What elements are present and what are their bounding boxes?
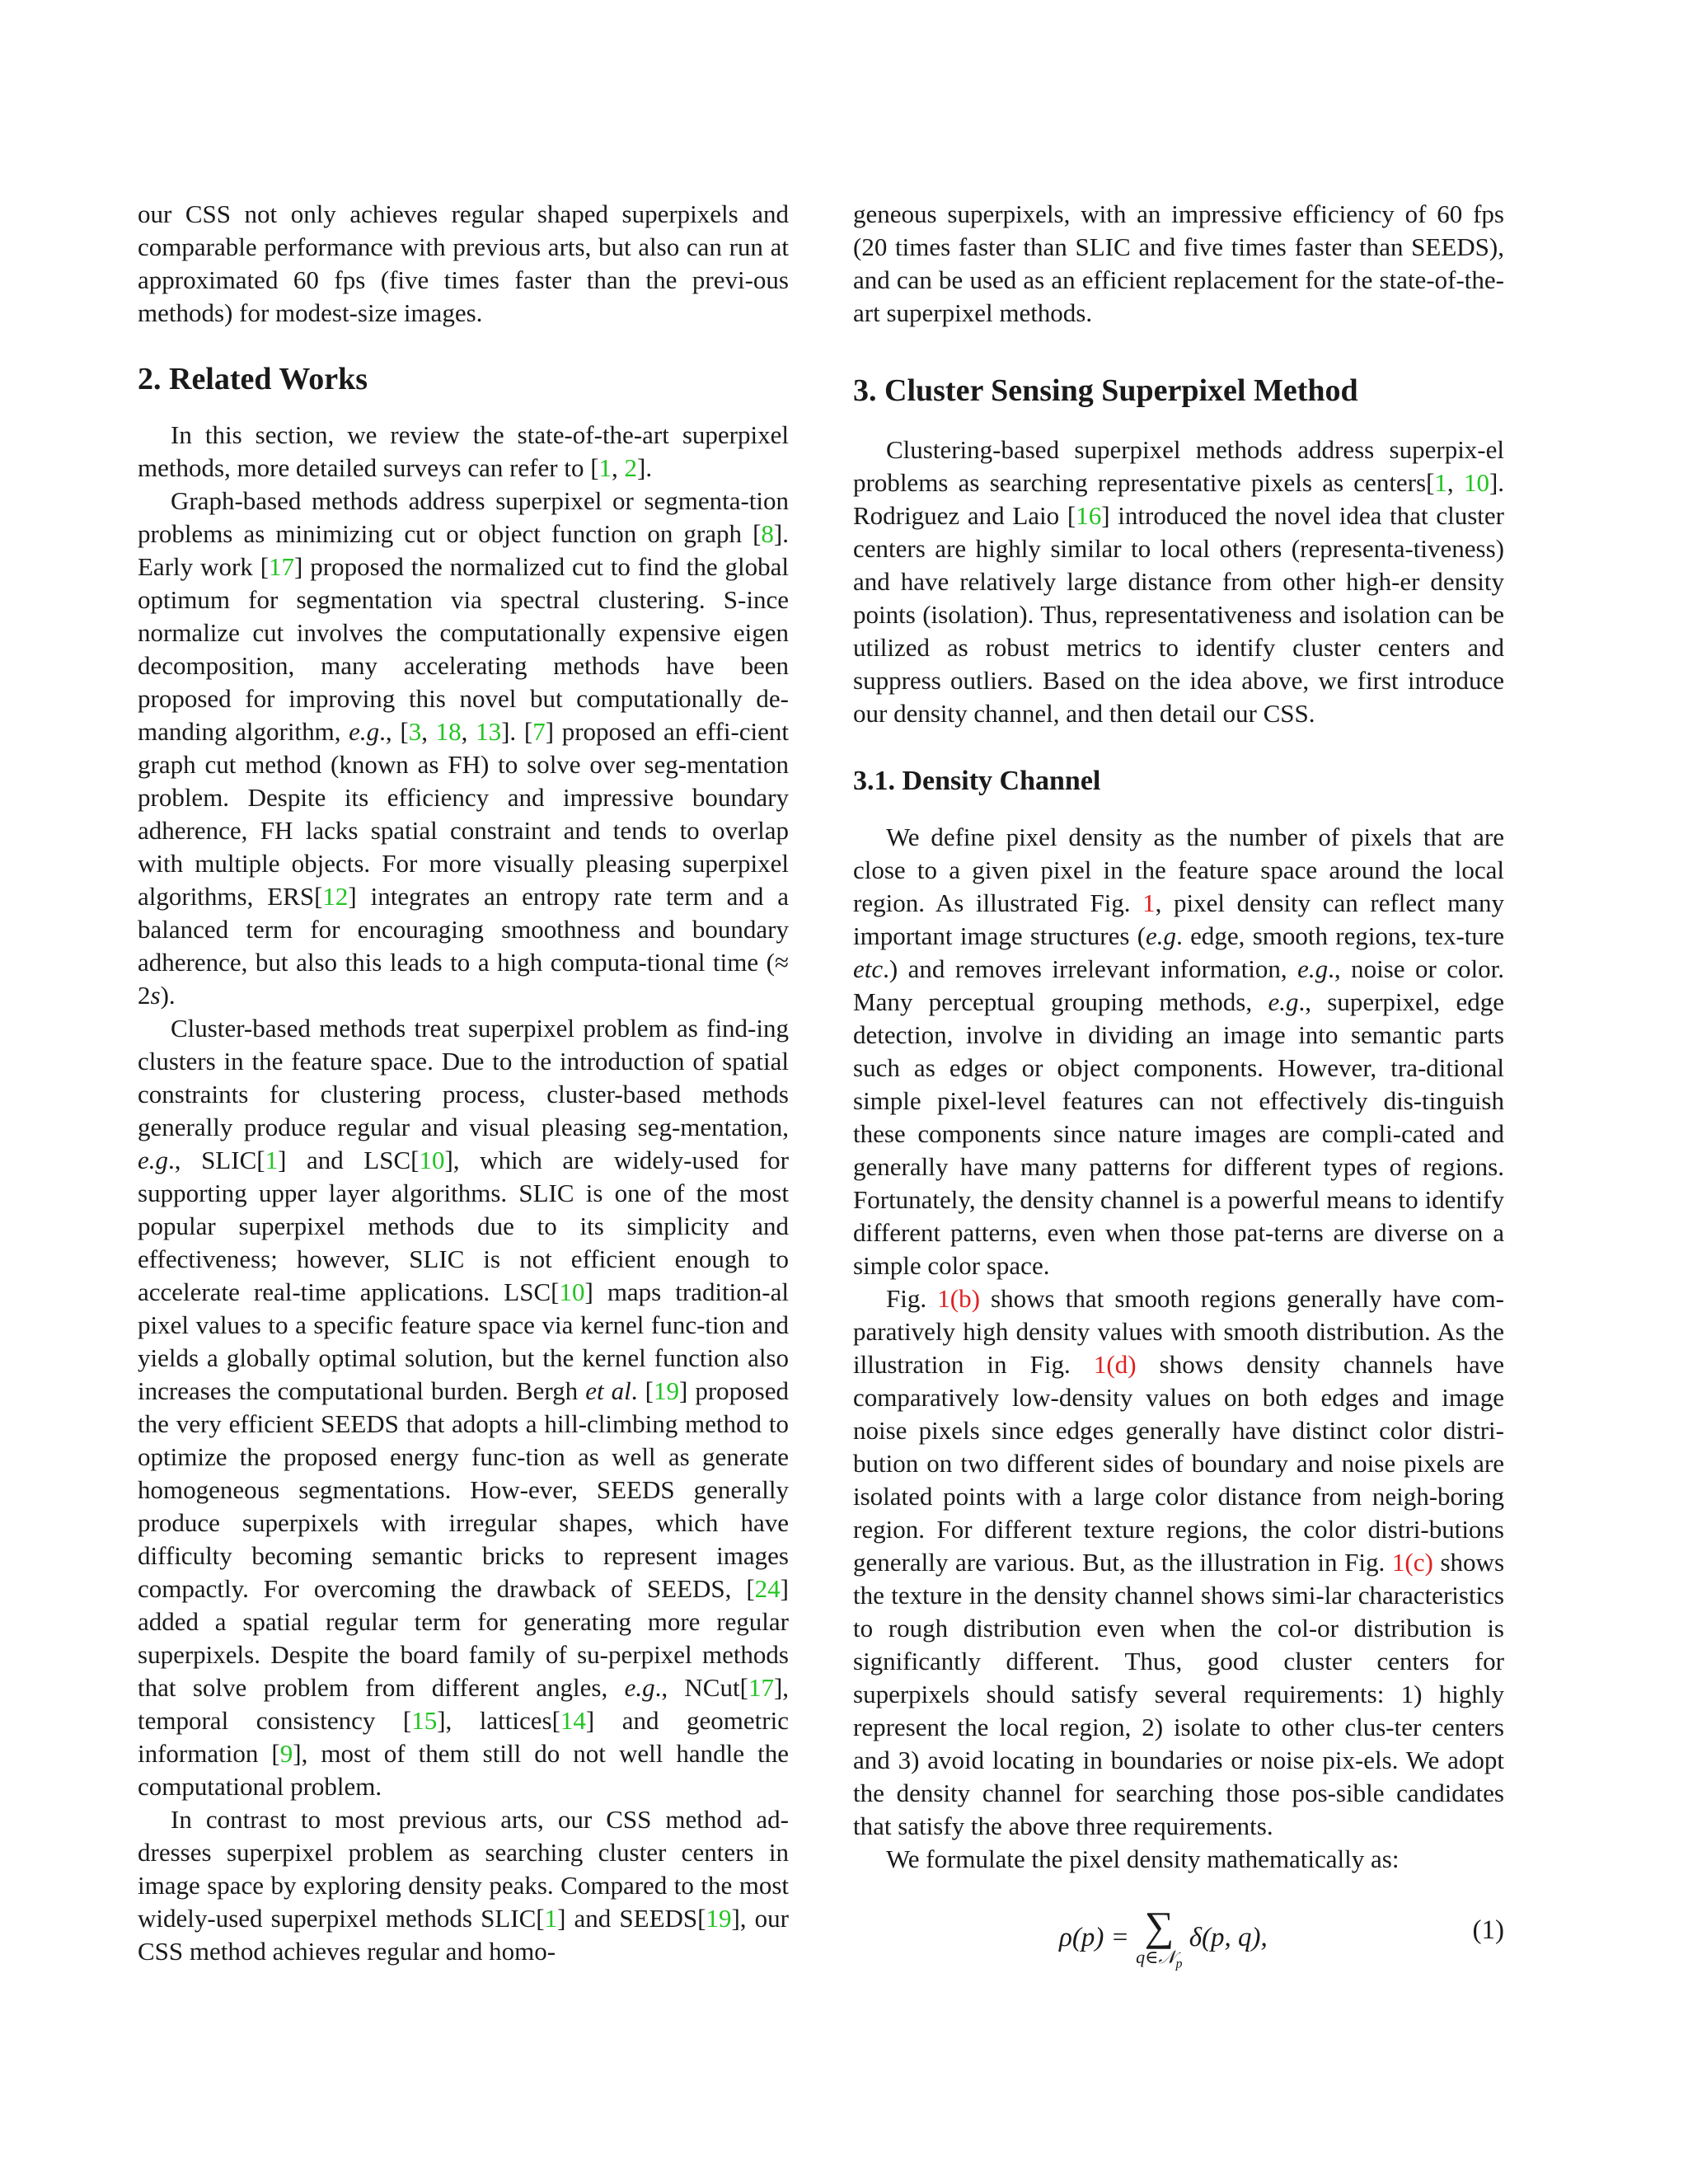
left-column [138, 198, 789, 1968]
citation-link[interactable]: 3 [408, 717, 422, 746]
density-paragraph-2: Fig. 1(b) shows that smooth regions generally have com-paratively high density values with smooth distribution. As the illustration in Fig. 1(d) shows density channels have comparatively low-density values on both edges and image noise pixels since edges generally have distinct color distri-bution on two different sides of boundary and noise pixels are isolated points with a large color distance from neigh-boring region. For different texture regions, the color distri-butions generally are various. But, as the illustration in Fig. 1(c) shows the texture in the density channel shows simi-lar characteristics to rough distribution even when the col-or distribution is significantly different. Thus, good cluster centers for superpixels should satisfy several requirements: 1) highly represent the local region, 2) isolate to other clus-ter centers and 3) avoid locating in boundaries or noise pix-els. We adopt the density channel for searching those pos-sible candidates that satisfy the above three requirements. [853, 1284, 1505, 1840]
citation-link[interactable]: 18 [435, 717, 462, 746]
figure-ref-link[interactable]: 1(b) [937, 1284, 980, 1313]
equation-rhs: δ(p, q), [1189, 1922, 1268, 1952]
italic-text: etc [853, 954, 884, 983]
citation-link[interactable]: 13 [476, 717, 502, 746]
citation-link[interactable]: 14 [560, 1706, 586, 1735]
density-paragraph-3: We formulate the pixel density mathematically as: [886, 1844, 1400, 1873]
section-2-title: 2. Related Works [138, 362, 368, 396]
related-works-paragraph-1: In this section, we review the state-of-the-art superpixel methods, more detailed surveys can refer to [1, 2]. [138, 420, 789, 482]
italic-text: et al [585, 1376, 631, 1405]
citation-link[interactable]: 8 [761, 519, 774, 548]
italic-text: e.g [1297, 954, 1329, 983]
summation-index-p: p [1175, 1957, 1183, 1971]
citation-link[interactable]: 7 [532, 717, 546, 746]
summation-subscript [1136, 1948, 1182, 1973]
density-paragraph-1: We define pixel density as the number of pixels that are close to a given pixel in the feature space around the local region. As illustrated Fig. 1, pixel density can reflect many important image structures (e.g. edge, smooth regions, tex-ture etc.) and removes irrelevant information, e.g., noise or color. Many perceptual grouping methods, e.g., superpixel, edge detection, involve in dividing an image into semantic parts such as edges or object components. However, tra-ditional simple pixel-level features can not effectively dis-tinguish these components since nature images are compli-cated and generally have many patterns for different types of regions. Fortunately, the density channel is a powerful means to identify different patterns, even when those pat-terns are diverse on a simple color space. [853, 823, 1504, 1280]
summation-symbol: ∑ [1144, 1903, 1175, 1949]
citation-link[interactable]: 1 [265, 1146, 279, 1174]
citation-link[interactable]: 1 [544, 1904, 558, 1933]
figure-ref-link[interactable]: 1(c) [1391, 1548, 1433, 1577]
italic-text: e.g [624, 1673, 655, 1702]
citation-link[interactable]: 10 [419, 1146, 445, 1174]
citation-link[interactable]: 19 [706, 1904, 732, 1933]
equation-body [1059, 1905, 1268, 1973]
citation-link[interactable]: 12 [322, 882, 349, 911]
right-column [853, 198, 1504, 1980]
method-paragraph-1: Clustering-based superpixel methods address superpix-el problems as searching representative pixels as centers[1, 10]. Rodriguez and Laio [16] introduced the novel idea that cluster centers are highly similar to local others (representa-tiveness) and have relatively large distance from other high-er density points (isolation). Thus, representativeness and isolation can be utilized as robust metrics to identify cluster centers and suppress outliers. Based on the idea above, we first introduce our density channel, and then detail our CSS. [853, 435, 1505, 728]
section-3-title: 3. Cluster Sensing Superpixel Method [853, 373, 1358, 408]
equation-lhs: ρ(p) = [1059, 1922, 1137, 1952]
italic-text: e.g [1268, 987, 1299, 1016]
citation-link[interactable]: 2 [624, 453, 638, 482]
italic-text: s [150, 981, 161, 1010]
citation-link[interactable]: 9 [279, 1739, 293, 1768]
citation-link[interactable]: 1 [1434, 468, 1447, 497]
italic-text: e.g [138, 1146, 169, 1174]
summation [1136, 1905, 1182, 1973]
figure-ref-link[interactable]: 1(d) [1093, 1350, 1137, 1379]
citation-link[interactable]: 10 [559, 1277, 585, 1306]
related-works-paragraph-2: Graph-based methods address superpixel or segmenta-tion problems as minimizing cut or object function on graph [8]. Early work [17] proposed the normalized cut to find the global optimum for segmentation via spectral clustering. S-ince normalize cut involves the computationally expensive eigen decomposition, many accelerating methods have been proposed for improving this novel but computationally de-manding algorithm, e.g., [3, 18, 13]. [7] proposed an effi-cient graph cut method (known as FH) to solve over seg-mentation problem. Despite its efficiency and impressive boundary adherence, FH lacks spatial constraint and tends to overlap with multiple objects. For more visually pleasing superpixel algorithms, ERS[12] integrates an entropy rate term and a balanced term for encouraging smoothness and boundary adherence, but also this leads to a high computa-tional time (≈ 2s). [138, 486, 790, 1010]
citation-link[interactable]: 17 [269, 552, 295, 581]
subsection-3-1-title: 3.1. Density Channel [853, 766, 1101, 796]
italic-text: e.g [349, 717, 380, 746]
equation-1 [853, 1897, 1504, 1980]
related-works-paragraph-3: Cluster-based methods treat superpixel problem as find-ing clusters in the feature space. Due to the introduction of spatial constraints for clustering process, cluster-based methods generally produce regular and visual pleasing seg-mentation, e.g., SLIC[1] and LSC[10], which are widely-used for supporting upper layer algorithms. SLIC is one of the most popular superpixel methods due to its simplicity and effectiveness; however, SLIC is not efficient enough to accelerate real-time applications. LSC[10] maps tradition-al pixel values to a specific feature space via kernel func-tion and yields a globally optimal solution, but the kernel function also increases the computational burden. Bergh et al. [19] proposed the very efficient SEEDS that adopts a hill-climbing method to optimize the proposed energy func-tion as well as generate homogeneous segmentations. How-ever, SEEDS generally produce superpixels with irregular shapes, which have difficulty becoming semantic bricks to represent images compactly. For overcoming the drawback of SEEDS, [24] added a spatial regular term for generating more regular superpixels. Despite the board family of su-perpixel methods that solve problem from different angles, e.g., NCut[17], temporal consistency [15], lattices[14] and geometric information [9], most of them still do not well handle the computational problem. [138, 1014, 790, 1801]
italic-text: e.g [1146, 921, 1177, 950]
citation-link[interactable]: 10 [1463, 468, 1489, 497]
citation-link[interactable]: 19 [653, 1376, 679, 1405]
summation-index: q∈𝒩 [1136, 1947, 1176, 1967]
citation-link[interactable]: 17 [748, 1673, 774, 1702]
intro-tail-right: geneous superpixels, with an impressive efficiency of 60 fps (20 times faster than SLIC and five times faster than SEEDS), and can be used as an efficient replacement for the state-of-the-art superpixel methods. [853, 199, 1504, 327]
citation-link[interactable]: 16 [1076, 501, 1102, 530]
equation-number: (1) [1472, 1915, 1504, 1945]
citation-link[interactable]: 24 [754, 1574, 781, 1603]
citation-link[interactable]: 15 [411, 1706, 438, 1735]
related-works-paragraph-4: In contrast to most previous arts, our CSS method ad-dresses superpixel problem as searching cluster centers in image space by exploring density peaks. Compared to the most widely-used superpixel methods SLIC[1] and SEEDS[19], our CSS method achieves regular and homo- [138, 1805, 790, 1966]
figure-ref-link[interactable]: 1 [1142, 888, 1156, 917]
intro-tail-left: our CSS not only achieves regular shaped superpixels and comparable performance with previous arts, but also can run at approximated 60 fps (five times faster than the previ-ous methods) for modest-size images. [138, 199, 789, 327]
citation-link[interactable]: 1 [598, 453, 612, 482]
